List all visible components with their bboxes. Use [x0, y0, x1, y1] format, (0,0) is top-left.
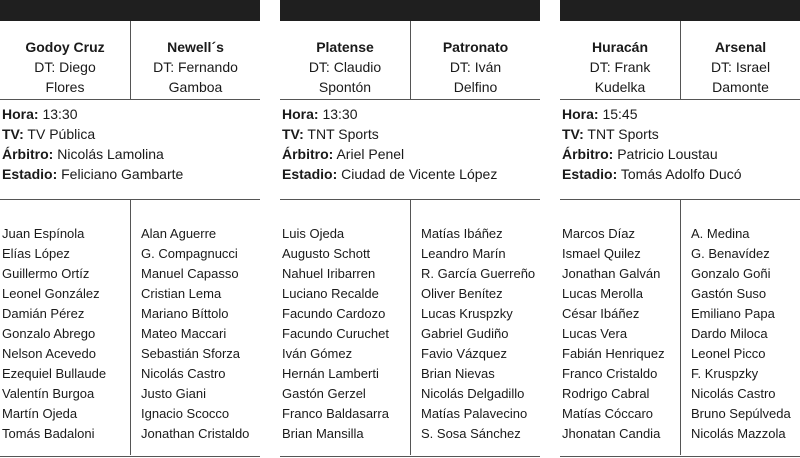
player: Lucas Kruspzky	[421, 306, 513, 321]
teams-header	[0, 21, 260, 100]
estadio-label: Estadio:	[562, 166, 618, 182]
estadio-value: Ciudad de Vicente López	[341, 166, 498, 182]
bottom-rule	[280, 456, 540, 457]
hora-line	[562, 104, 800, 124]
player: Manuel Capasso	[141, 266, 239, 281]
player: Rodrigo Cabral	[562, 386, 650, 401]
tv-value: TV Pública	[27, 126, 96, 142]
home-coach-line1: DT: Claudio	[308, 59, 382, 75]
bottom-rule	[0, 456, 260, 457]
match-info	[0, 100, 260, 200]
player: Jhonatan Candia	[562, 426, 661, 441]
player: Nelson Acevedo	[2, 346, 96, 361]
home-team	[560, 21, 680, 100]
arbitro-line	[282, 144, 540, 164]
hora-value: 15:45	[602, 106, 638, 122]
hora-label: Hora:	[562, 106, 599, 122]
player: R. García Guerreño	[421, 266, 536, 281]
player: Justo Giani	[141, 386, 207, 401]
player: Nahuel Iribarren	[282, 266, 376, 281]
away-lineup	[680, 200, 800, 455]
home-team-name: Platense	[316, 39, 374, 55]
player: Iván Gómez	[282, 346, 353, 361]
teams-header	[280, 21, 540, 100]
tv-line	[2, 124, 260, 144]
player: A. Medina	[691, 226, 750, 241]
match-card-huracan-arsenal	[560, 0, 800, 458]
home-coach-line2: Flores	[45, 79, 85, 95]
tv-value: TNT Sports	[307, 126, 379, 142]
arbitro-value: Ariel Penel	[336, 146, 405, 162]
header-bar	[560, 0, 800, 21]
estadio-label: Estadio:	[282, 166, 338, 182]
estadio-label: Estadio:	[2, 166, 58, 182]
estadio-value: Feliciano Gambarte	[61, 166, 184, 182]
player: Gastón Suso	[691, 286, 767, 301]
hora-value: 13:30	[322, 106, 358, 122]
tv-label: TV:	[282, 126, 304, 142]
away-team	[410, 21, 540, 100]
home-team-name: Godoy Cruz	[25, 39, 105, 55]
home-coach-line1: DT: Frank	[589, 59, 651, 75]
tv-line	[282, 124, 540, 144]
player: Emiliano Papa	[691, 306, 775, 321]
lineups	[560, 200, 800, 458]
hora-line	[282, 104, 540, 124]
player: Bruno Sepúlveda	[691, 406, 791, 421]
player: F. Kruspzky	[691, 366, 759, 381]
player: Nicolás Mazzola	[691, 426, 786, 441]
hora-value: 13:30	[42, 106, 78, 122]
home-lineup	[560, 200, 680, 455]
home-coach-line1: DT: Diego	[34, 59, 96, 75]
away-team-name: Patronato	[442, 39, 509, 55]
player: Matías Palavecino	[421, 406, 528, 421]
player: Jonathan Galván	[562, 266, 661, 281]
match-info	[560, 100, 800, 200]
away-lineup	[130, 200, 260, 455]
player: Guillermo Ortíz	[2, 266, 90, 281]
player: Leandro Marín	[421, 246, 506, 261]
estadio-value: Tomás Adolfo Ducó	[620, 166, 742, 182]
arbitro-label: Árbitro:	[2, 146, 54, 162]
lineups	[0, 200, 260, 458]
player: Brian Nievas	[421, 366, 495, 381]
player: Gonzalo Abrego	[2, 326, 96, 341]
teams-header	[560, 21, 800, 100]
player: Gastón Gerzel	[282, 386, 366, 401]
player: Franco Cristaldo	[562, 366, 658, 381]
player: Ismael Quilez	[562, 246, 641, 261]
arbitro-label: Árbitro:	[562, 146, 614, 162]
player: Ignacio Scocco	[141, 406, 230, 421]
away-coach-line2: Gamboa	[168, 79, 223, 95]
away-coach-line2: Damonte	[712, 79, 769, 95]
player: Brian Mansilla	[282, 426, 364, 441]
bottom-rule	[560, 456, 800, 457]
player: Matías Cóccaro	[562, 406, 654, 421]
player: Luis Ojeda	[282, 226, 345, 241]
player: Ezequiel Bullaude	[2, 366, 107, 381]
player: Favio Vázquez	[421, 346, 507, 361]
arbitro-label: Árbitro:	[282, 146, 334, 162]
tv-label: TV:	[2, 126, 24, 142]
player: Facundo Curuchet	[282, 326, 389, 341]
arbitro-line	[562, 144, 800, 164]
player: Dardo Miloca	[691, 326, 768, 341]
lineups	[280, 200, 540, 458]
home-team	[0, 21, 130, 100]
player: Juan Espínola	[2, 226, 85, 241]
player: Sebastián Sforza	[141, 346, 241, 361]
hora-label: Hora:	[282, 106, 319, 122]
away-team	[680, 21, 800, 100]
player: Gonzalo Goñi	[691, 266, 771, 281]
home-lineup	[280, 200, 410, 455]
player: Cristian Lema	[141, 286, 222, 301]
estadio-line	[2, 164, 260, 184]
home-coach-line2: Kudelka	[594, 79, 646, 95]
away-coach-line1: DT: Fernando	[153, 59, 238, 75]
match-card-platense-patronato	[280, 0, 540, 458]
player: Fabián Henriquez	[562, 346, 665, 361]
player: Augusto Schott	[282, 246, 371, 261]
home-team-name: Huracán	[591, 39, 649, 55]
player: Facundo Cardozo	[282, 306, 386, 321]
away-coach-line2: Delfino	[453, 79, 498, 95]
player: Franco Baldasarra	[282, 406, 389, 421]
tv-value: TNT Sports	[587, 126, 659, 142]
player: Lucas Vera	[562, 326, 628, 341]
player: S. Sosa Sánchez	[421, 426, 521, 441]
player: Lucas Merolla	[562, 286, 643, 301]
player: Elías López	[2, 246, 70, 261]
player: Nicolás Castro	[691, 386, 776, 401]
match-card-godoy-cruz-newells	[0, 0, 260, 458]
home-coach-line2: Spontón	[318, 79, 372, 95]
player: Leonel Picco	[691, 346, 766, 361]
player: Luciano Recalde	[282, 286, 379, 301]
tv-line	[562, 124, 800, 144]
player: Nicolás Castro	[141, 366, 226, 381]
player: G. Benavídez	[691, 246, 770, 261]
player: G. Compagnucci	[141, 246, 238, 261]
header-bar	[0, 0, 260, 21]
player: Nicolás Delgadillo	[421, 386, 525, 401]
player: Gabriel Gudiño	[421, 326, 509, 341]
arbitro-value: Nicolás Lamolina	[57, 146, 164, 162]
player: Valentín Burgoa	[2, 386, 95, 401]
arbitro-line	[2, 144, 260, 164]
player: Jonathan Cristaldo	[141, 426, 250, 441]
player: Mariano Bíttolo	[141, 306, 229, 321]
player: Matías Ibáñez	[421, 226, 503, 241]
player: Marcos Díaz	[562, 226, 635, 241]
player: Tomás Badaloni	[2, 426, 95, 441]
player: Oliver Benítez	[421, 286, 503, 301]
player: Mateo Maccari	[141, 326, 227, 341]
away-team-name: Newell´s	[167, 39, 224, 55]
header-bar	[280, 0, 540, 21]
away-team	[130, 21, 260, 100]
away-team-name: Arsenal	[714, 39, 767, 55]
hora-label: Hora:	[2, 106, 39, 122]
away-lineup	[410, 200, 540, 455]
home-lineup	[0, 200, 130, 455]
estadio-line	[562, 164, 800, 184]
player: Alan Aguerre	[141, 226, 217, 241]
player: Damián Pérez	[2, 306, 85, 321]
match-info	[280, 100, 540, 200]
estadio-line	[282, 164, 540, 184]
hora-line	[2, 104, 260, 124]
arbitro-value: Patricio Loustau	[617, 146, 718, 162]
player: Hernán Lamberti	[282, 366, 379, 381]
away-coach-line1: DT: Israel	[710, 59, 771, 75]
player: Martín Ojeda	[2, 406, 78, 421]
player: Leonel González	[2, 286, 100, 301]
away-coach-line1: DT: Iván	[449, 59, 502, 75]
tv-label: TV:	[562, 126, 584, 142]
home-team	[280, 21, 410, 100]
player: César Ibáñez	[562, 306, 640, 321]
